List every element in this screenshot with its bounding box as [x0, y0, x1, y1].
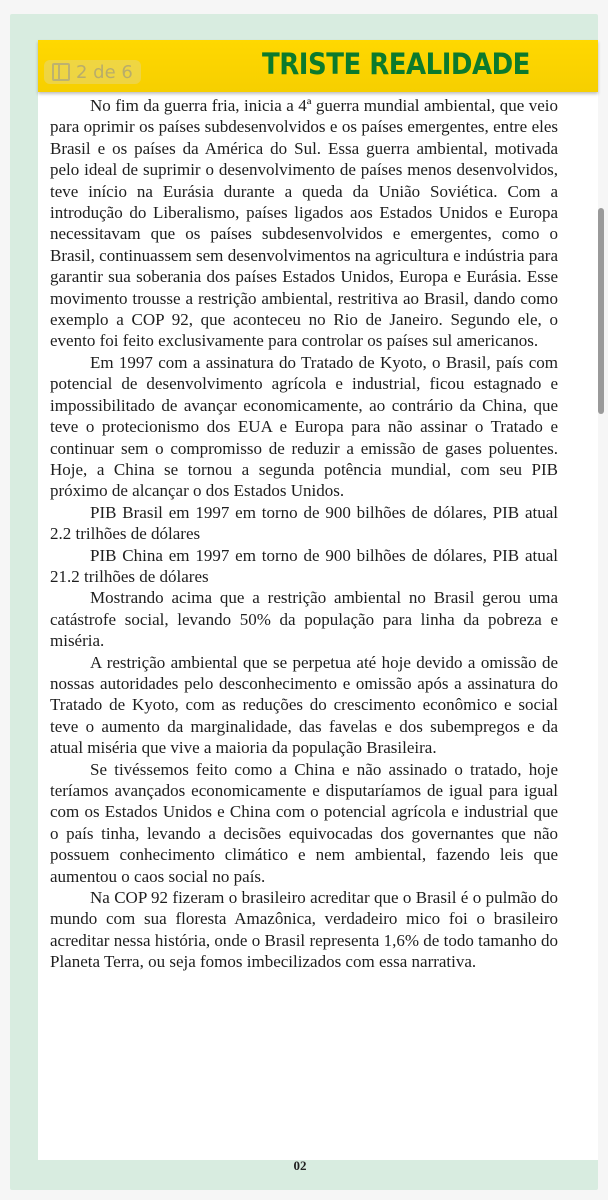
paragraph: PIB China em 1997 em torno de 900 bilhões de dólares, PIB atual 21.2 trilhões de dólares [50, 545, 558, 586]
page-title: TRISTE REALIDADE [262, 48, 530, 82]
scrollbar-thumb[interactable] [598, 208, 604, 414]
paragraph: Se tivéssemos feito como a China e não assinado o tratado, hoje teríamos avançados economicamente e disputaríamos de igual para igual com os Estados Unidos e China com o potencial agrícola e industrial que o país tinha, levando a decisões equivocadas dos governantes que não possuem conhecimento climático e nem ambiental, fazendo leis que aumentou o caos social no país. [50, 759, 558, 886]
page-number: 02 [293, 1158, 307, 1173]
page-indicator-label: 2 de 6 [76, 61, 133, 83]
article-body [50, 95, 558, 973]
paragraph: A restrição ambiental que se perpetua até hoje devido a omissão de nossas autoridades pelo desconhecimento e omissão após a assinatura do Tratado de Kyoto, com as reduções do crescimento econômico e social teve o aumento da marginalidade, das favelas e dos subempregos e da atual miséria que vive a maioria da população Brasileira. [50, 652, 558, 758]
paragraph: No fim da guerra fria, inicia a 4ª guerra mundial ambiental, que veio para oprimir os países subdesenvolvidos e os países emergentes, entre eles Brasil e os países da América do Sul. Essa guerra ambiental, motivada pelo ideal de suprimir o desenvolvimento de países menos desenvolvidos, teve início na Eurásia durante a queda da União Soviética. Com a introdução do Liberalismo, países ligados aos Estados Unidos e Europa necessitavam que os países subdesenvolvidos e emergentes, como o Brasil, continuassem sem desenvolvimentos na agricultura e indústria para garantir sua soberania dos países Estados Unidos, Europa e Eurásia. Esse movimento trousse a restrição ambiental, restritiva ao Brasil, dando como exemplo a COP 92, que aconteceu no Rio de Janeiro. Segundo ele, o evento foi feito exclusivamente para controlar os países sul americanos. [50, 96, 558, 351]
paragraph: PIB Brasil em 1997 em torno de 900 bilhões de dólares, PIB atual 2.2 trilhões de dólares [50, 502, 558, 544]
sidebar-toggle-icon[interactable] [52, 63, 70, 81]
page-indicator[interactable] [44, 60, 141, 84]
paragraph: Em 1997 com a assinatura do Tratado de Kyoto, o Brasil, país com potencial de desenvolvimento agrícola e industrial, ficou estagnado e impossibilitado de avançar economicamente, ao contrário da China, que teve o protecionismo dos EUA e Europa para não assinar o Tratado e continuar sem o compromisso de reduzir a emissão de gases poluentes. Hoje, a China se tornou a segunda potência mundial, com seu PIB próximo de alcançar o dos Estados Unidos. [50, 352, 558, 501]
paragraph: Mostrando acima que a restrição ambiental no Brasil gerou uma catástrofe social, levando 50% da população para linha da pobreza e miséria. [50, 588, 558, 651]
paragraph: Na COP 92 fizeram o brasileiro acreditar que o Brasil é o pulmão do mundo com sua floresta Amazônica, verdadeiro mico foi o brasileiro acreditar nessa história, onde o Brasil representa 1,6% de todo tamanho do Planeta Terra, ou seja fomos imbecilizados com essa narrativa. [50, 888, 558, 972]
